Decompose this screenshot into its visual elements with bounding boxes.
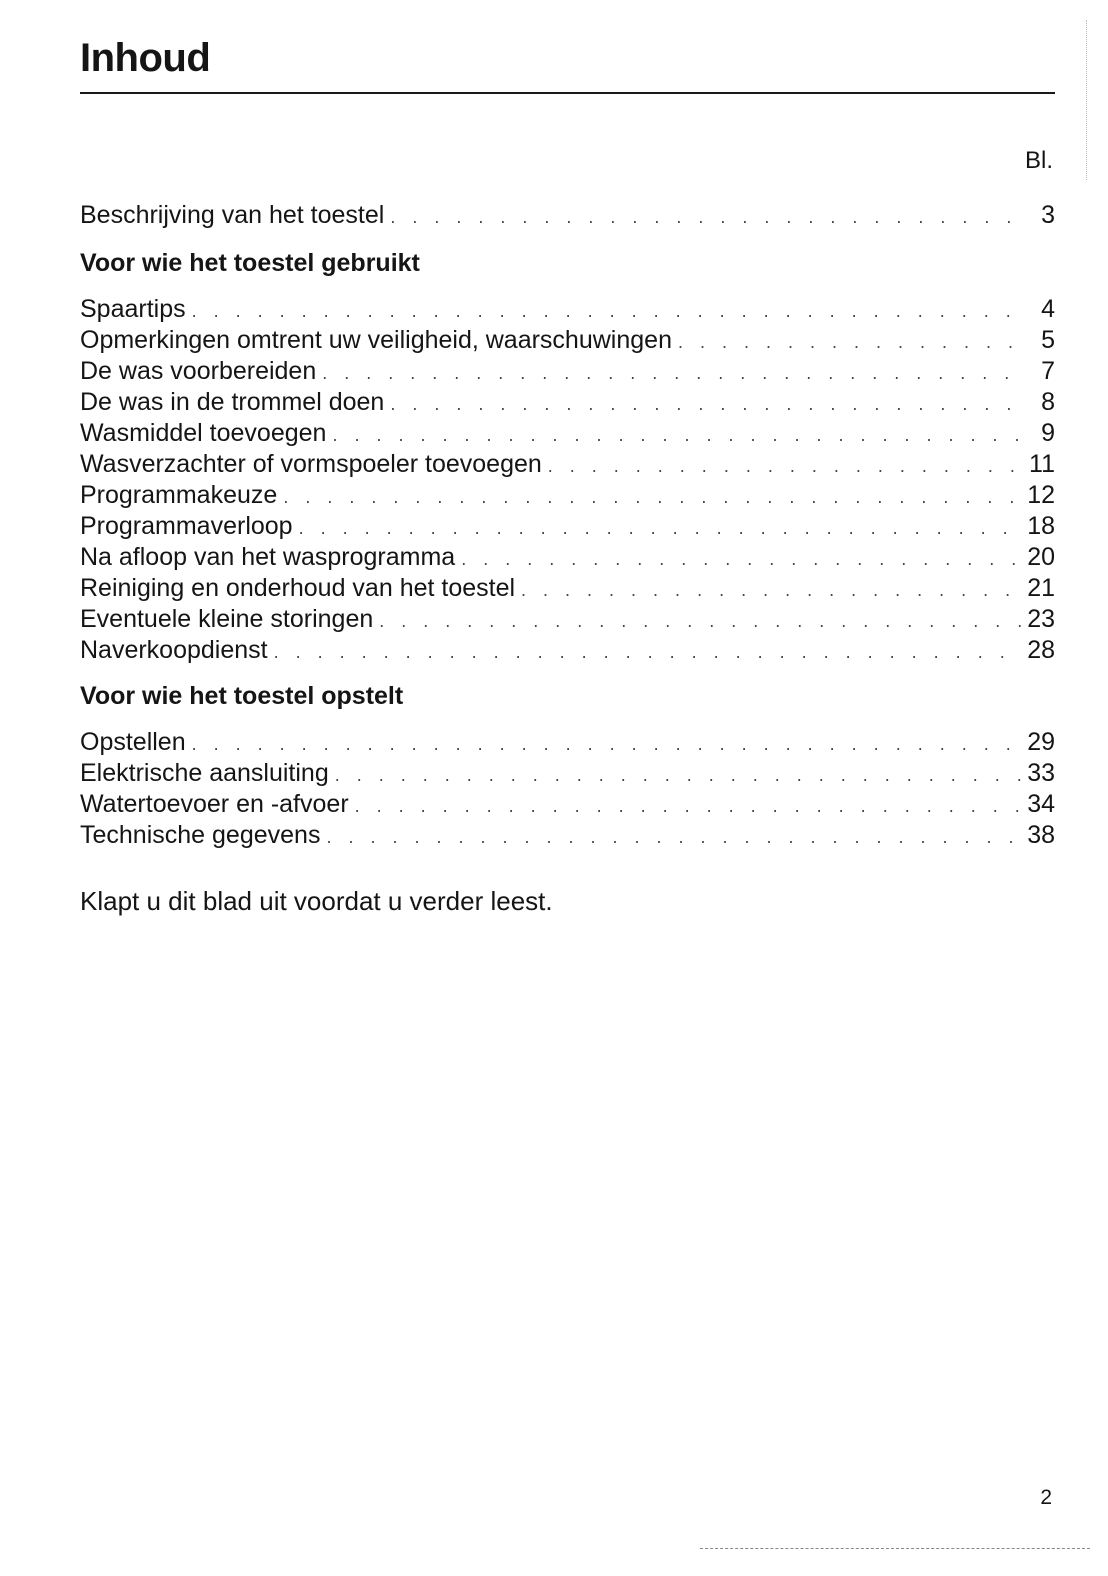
toc-entry-page: 34 [1027,790,1055,818]
dot-leader [355,791,1022,822]
toc-entry-page: 20 [1027,543,1055,571]
toc-entry-page: 33 [1027,759,1055,787]
toc-entry-page: 9 [1041,419,1055,447]
toc-entry-page: 28 [1027,636,1055,664]
dot-leader [192,729,1022,760]
toc-entry-page: 12 [1027,481,1055,509]
page-title: Inhoud [80,36,211,80]
dot-leader [390,202,1025,233]
section-installers-entries [80,727,1055,851]
toc-entry-label: De was voorbereiden [80,357,317,385]
toc-entry-label: Opmerkingen omtrent uw veiligheid, waarschuwingen [80,326,672,354]
section-heading-users: Voor wie het toestel gebruikt [80,249,420,277]
dot-leader [379,606,1021,637]
toc-entry[interactable] [80,325,1055,356]
toc-entry-page: 8 [1041,388,1055,416]
toc-entry-page: 18 [1027,512,1055,540]
toc-entry[interactable] [80,387,1055,418]
toc-entry-label: Wasmiddel toevoegen [80,419,327,447]
scan-edge-mark [1086,20,1088,180]
toc-entry-label: Elektrische aansluiting [80,759,329,787]
toc-entry-label: Naverkoopdienst [80,636,268,664]
toc-entry[interactable] [80,635,1055,666]
toc-entry[interactable] [80,511,1055,542]
section-heading-installers: Voor wie het toestel opstelt [80,682,404,710]
dot-leader [326,822,1021,853]
dot-leader [461,544,1021,575]
toc-entry[interactable] [80,449,1055,480]
dot-leader [390,389,1025,420]
toc-entry-page: 29 [1027,728,1055,756]
toc-entry-label: Na afloop van het wasprogramma [80,543,456,571]
toc-entry[interactable] [80,418,1055,449]
toc-entry[interactable] [80,789,1055,820]
toc-entry[interactable] [80,604,1055,635]
dot-leader [192,296,1025,327]
toc-entry[interactable] [80,356,1055,387]
section-users-entries [80,294,1055,666]
dot-leader [299,513,1022,544]
toc-entry[interactable] [80,758,1055,789]
toc-entry-label: Beschrijving van het toestel [80,201,385,229]
toc-entry-label: De was in de trommel doen [80,388,385,416]
toc-entry[interactable] [80,542,1055,573]
dot-leader [548,451,1023,482]
toc-entry-page: 5 [1041,326,1055,354]
toc-entry-page: 23 [1027,605,1055,633]
toc-entry-page: 3 [1041,201,1055,229]
toc-entry-page: 11 [1029,450,1055,478]
toc-entry[interactable] [80,200,1055,231]
toc-entry[interactable] [80,294,1055,325]
toc-entry-page: 7 [1041,357,1055,385]
toc-entry-label: Spaartips [80,295,186,323]
toc-entry-label: Eventuele kleine storingen [80,605,374,633]
scan-bottom-mark [700,1548,1090,1549]
table-of-contents [80,200,1055,851]
toc-entry[interactable] [80,480,1055,511]
toc-entry-label: Technische gegevens [80,821,321,849]
fold-out-instruction: Klapt u dit blad uit voordat u verder leest. [80,886,553,916]
toc-entry-page: 38 [1027,821,1055,849]
toc-entry-label: Programmaverloop [80,512,293,540]
dot-leader [335,760,1021,791]
dot-leader [521,575,1021,606]
toc-entry-label: Watertoevoer en -afvoer [80,790,349,818]
toc-entry[interactable] [80,573,1055,604]
page-column-header: Bl. [1024,147,1053,174]
toc-entry-label: Opstellen [80,728,186,756]
dot-leader [322,358,1025,389]
dot-leader [283,482,1021,513]
toc-entry-page: 21 [1027,574,1055,602]
toc-entry-label: Reiniging en onderhoud van het toestel [80,574,516,602]
title-divider [80,92,1055,94]
dot-leader [678,327,1025,358]
page-number: 2 [1040,1486,1052,1509]
dot-leader [332,420,1025,451]
toc-entry-page: 4 [1041,295,1055,323]
toc-entry[interactable] [80,820,1055,851]
toc-entry-label: Programmakeuze [80,481,278,509]
toc-entry[interactable] [80,727,1055,758]
dot-leader [274,637,1022,668]
toc-entry-label: Wasverzachter of vormspoeler toevoegen [80,450,542,478]
